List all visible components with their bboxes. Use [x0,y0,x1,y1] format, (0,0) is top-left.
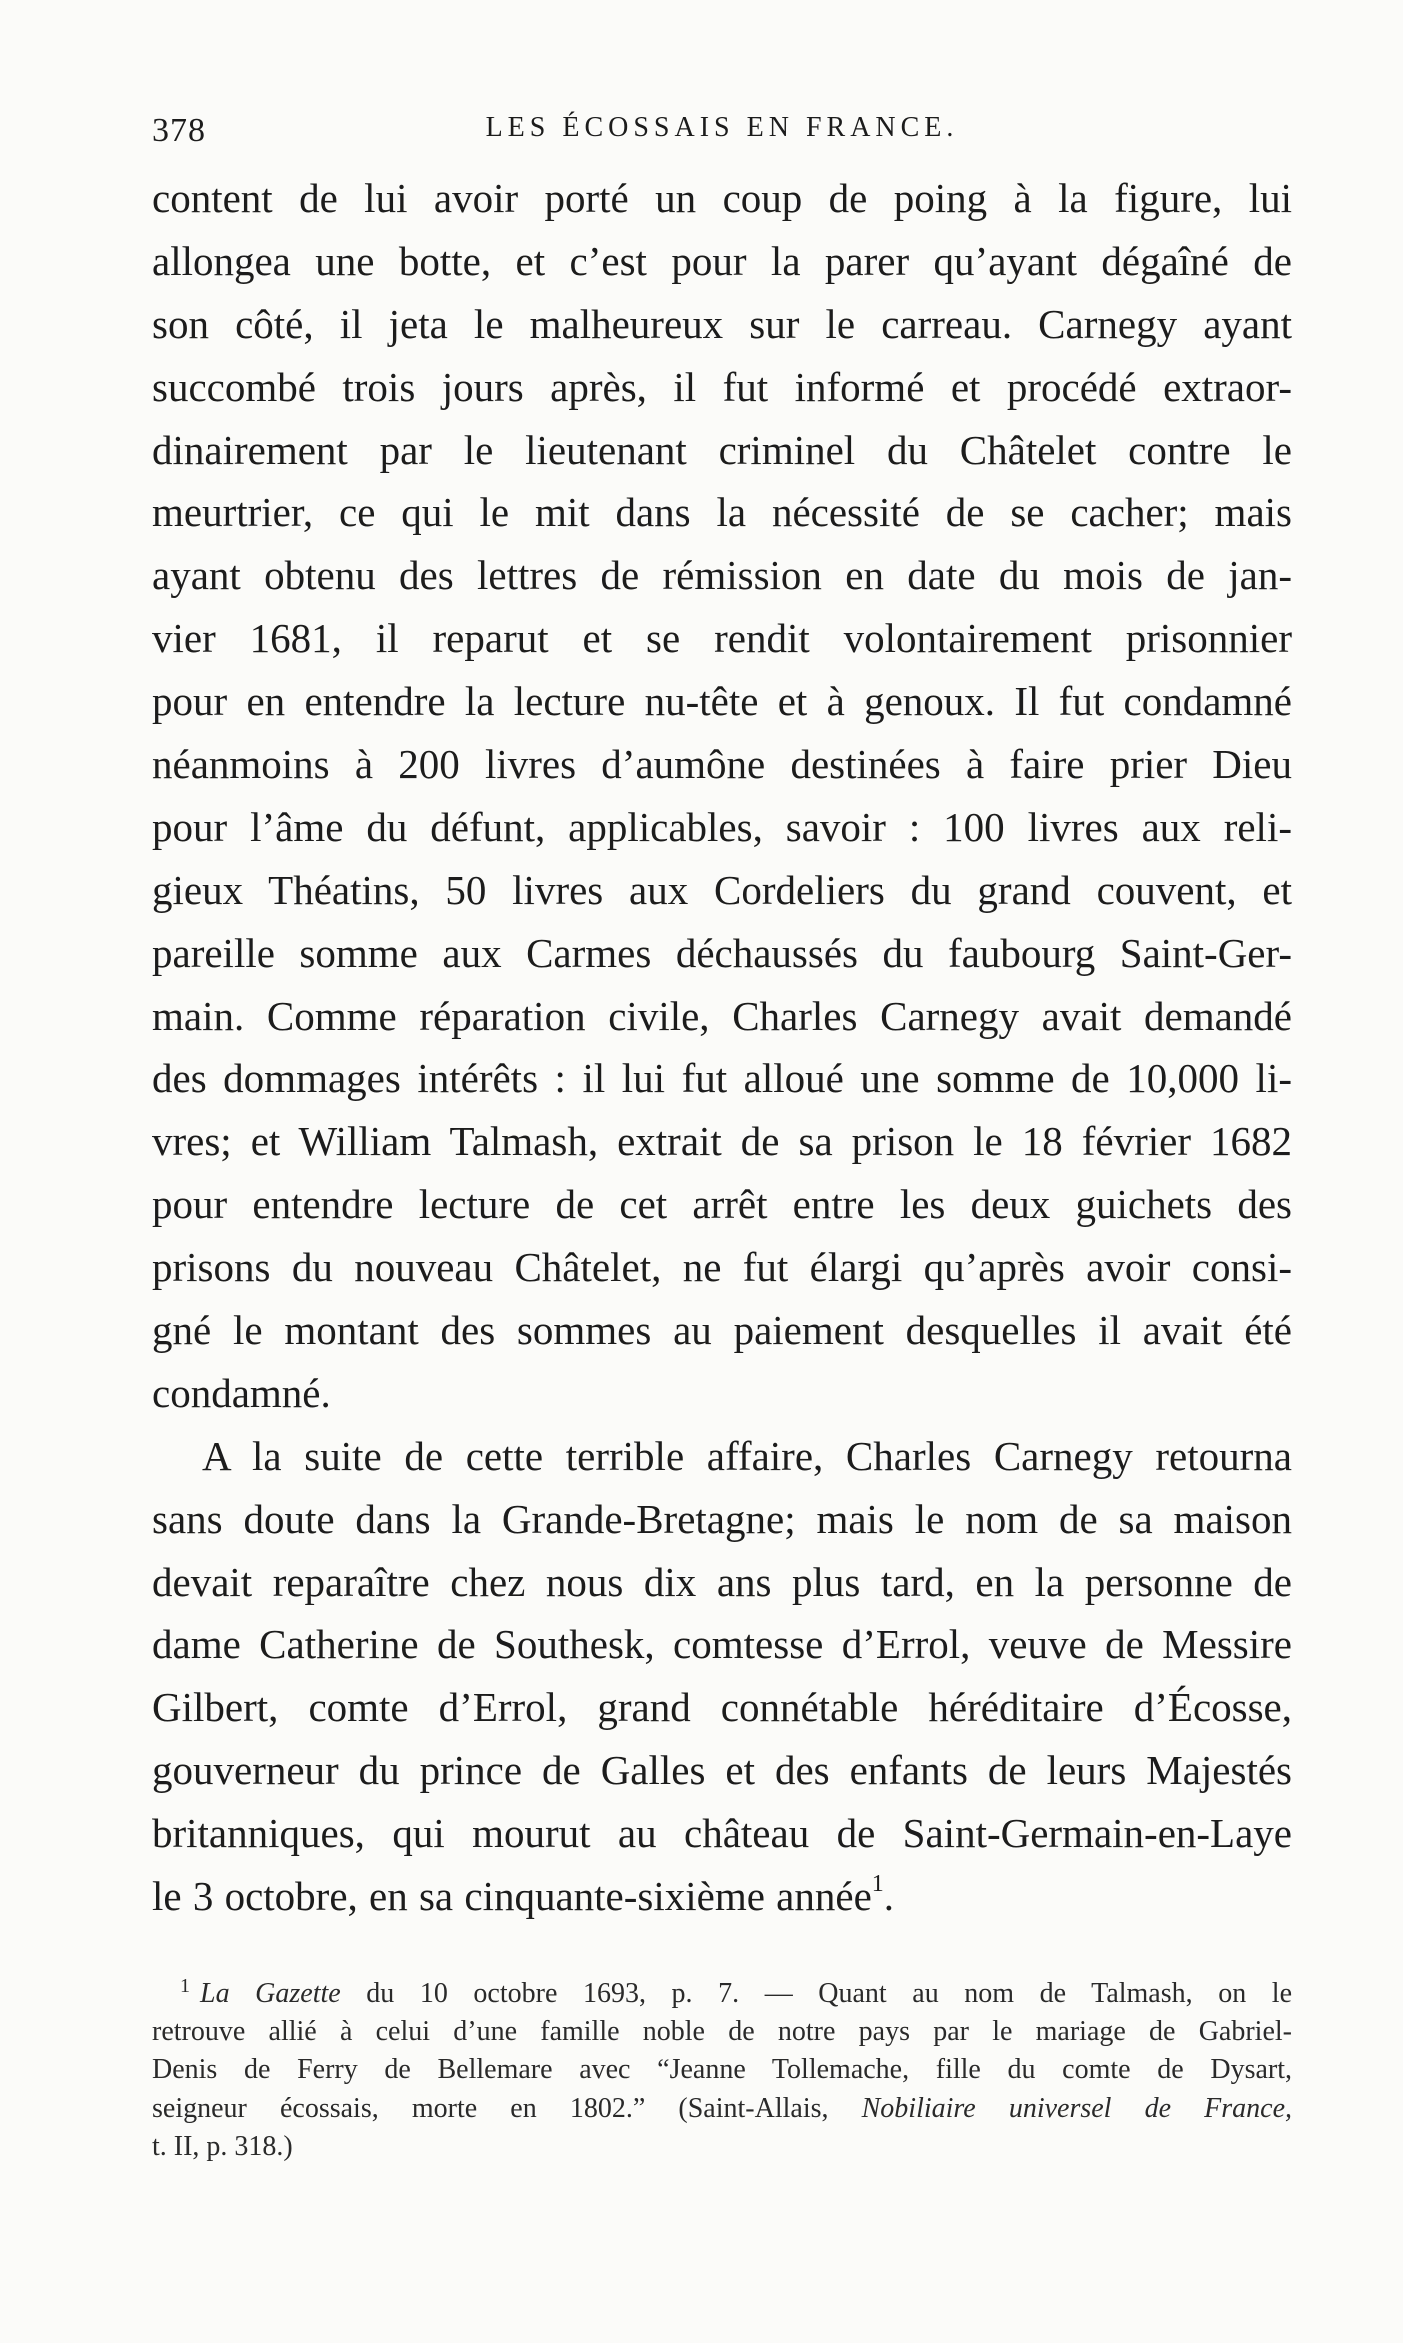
text-line: des dommages intérêts : il lui fut alloué une somme de 10,000 li- [152,1055,1292,1102]
text-line: allongea une botte, et c’est pour la parer qu’ayant dégaîné de [152,237,1292,284]
text-line: main. Comme réparation civile, Charles Carnegy avait demandé [152,992,1292,1039]
footnote-mark: 1 [180,1974,190,1997]
text-line: sans doute dans la Grande-Bretagne; mais le nom de sa maison [152,1495,1292,1542]
text-line: dinairement par le lieutenant criminel du Châtelet contre le [152,426,1292,473]
text-line: ayant obtenu des lettres de rémission en date du mois de jan- [152,552,1292,599]
text-line: meurtrier, ce qui le mit dans la nécessité de se cacher; mais [152,489,1292,536]
footnote-line: t. II, p. 318.) [152,2130,293,2162]
body-text [152,167,1292,1928]
final-period: . [883,1873,895,1920]
running-title: LES ÉCOSSAIS EN FRANCE. [485,112,959,143]
text-line-final [152,1865,1292,1928]
footnotes [152,1975,1292,2166]
footnote-line [152,2090,1292,2128]
text-line: condamné. [152,1369,331,1416]
text-line: dame Catherine de Southesk, comtesse d’Errol, veuve de Messire [152,1621,1292,1668]
text-line: pour en entendre la lecture nu-tête et à genoux. Il fut condamné [152,678,1292,725]
text-line: devait reparaître chez nous dix ans plus tard, en la personne de [152,1558,1292,1605]
paragraph-1 [152,167,1292,1425]
text-line: gné le montant des sommes au paiement desquelles il avait été [152,1307,1292,1354]
footnote-source-title: La Gazette [200,1978,341,2009]
footnote-reference[interactable]: 1 [871,1871,884,1898]
footnote-text: seigneur écossais, morte en 1802.” (Saint-Allais, [152,2092,862,2124]
footnote-line [152,1975,1292,2013]
text-line: A la suite de cette terrible affaire, Charles Carnegy retourna [202,1432,1292,1479]
text-line-content: le 3 octobre, en sa cinquante-sixième année [152,1873,872,1920]
page-header [152,112,1292,156]
text-line: succombé trois jours après, il fut informé et procédé extraor- [152,363,1292,410]
text-line: gieux Théatins, 50 livres aux Cordeliers du grand couvent, et [152,866,1292,913]
footnote-source-title: Nobiliaire universel de France, [861,2092,1292,2124]
text-line: pareille somme aux Carmes déchaussés du faubourg Saint-Ger- [152,929,1292,976]
page-number: 378 [152,112,206,149]
footnote-text: du 10 octobre 1693, p. 7. — Quant au nom de Talmash, on le [340,1978,1292,2009]
footnote-line: retrouve allié à celui d’une famille noble de notre pays par le mariage de Gabriel- [152,2016,1292,2048]
text-line: Gilbert, comte d’Errol, grand connétable héréditaire d’Écosse, [152,1684,1292,1731]
text-line: pour l’âme du défunt, applicables, savoir : 100 livres aux reli- [152,803,1292,850]
paragraph-2 [152,1425,1292,1928]
text-line: vres; et William Talmash, extrait de sa prison le 18 février 1682 [152,1118,1292,1165]
text-line: pour entendre lecture de cet arrêt entre les deux guichets des [152,1181,1292,1228]
text-line: content de lui avoir porté un coup de poing à la figure, lui [152,175,1292,221]
text-line: vier 1681, il reparut et se rendit volontairement prisonnier [152,615,1292,662]
text-line: gouverneur du prince de Galles et des enfants de leurs Majestés [152,1747,1292,1794]
text-line: britanniques, qui mourut au château de Saint-Germain-en-Laye [152,1810,1292,1857]
text-line: prisons du nouveau Châtelet, ne fut élargi qu’après avoir consi- [152,1244,1292,1291]
text-line: néanmoins à 200 livres d’aumône destinées à faire prier Dieu [152,741,1292,788]
text-line: son côté, il jeta le malheureux sur le carreau. Carnegy ayant [152,300,1292,347]
footnote-line: Denis de Ferry de Bellemare avec “Jeanne Tollemache, fille du comte de Dysart, [152,2054,1292,2086]
